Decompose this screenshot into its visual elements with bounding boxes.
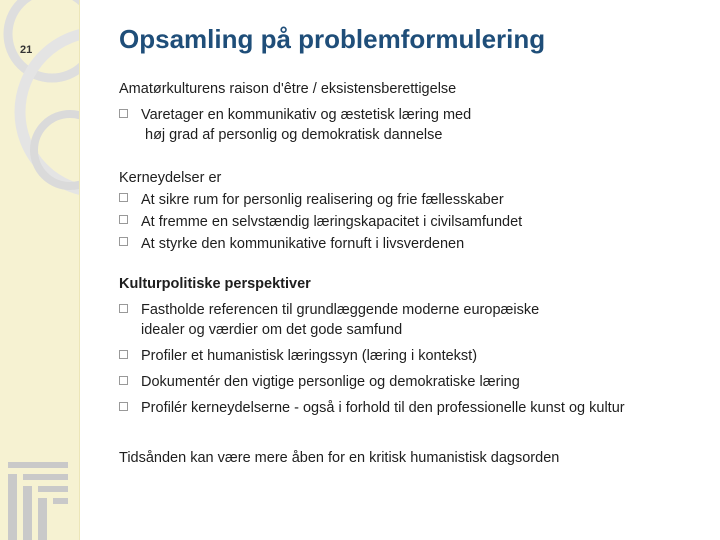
slide-content <box>119 78 709 468</box>
checkbox-bullet-icon <box>119 237 128 246</box>
checkbox-bullet-icon <box>119 109 128 118</box>
sidebar-decoration <box>0 0 80 540</box>
bullet-item <box>119 105 709 145</box>
checkbox-bullet-icon <box>119 350 128 359</box>
bullet-item <box>119 211 709 233</box>
section-kulturpolitiske <box>119 273 709 418</box>
bullet-text: At styrke den kommunikative fornuft i livsverdenen <box>141 236 465 252</box>
section-kerneydelser <box>119 167 709 255</box>
section-raison-detre <box>119 78 709 145</box>
bullet-text: At fremme en selvstændig læringskapacitet i civilsamfundet <box>141 214 523 230</box>
bullet-item <box>119 189 709 211</box>
bullet-text: idealer og værdier om det gode samfund <box>141 322 403 338</box>
bullet-item <box>119 372 709 392</box>
bullet-text: Profilér kerneydelserne - også i forhold til den professionelle kunst og kultur <box>141 400 625 416</box>
section-heading: Amatørkulturens raison d'être / eksistensberettigelse <box>119 81 457 97</box>
bullet-item <box>119 300 709 340</box>
checkbox-bullet-icon <box>119 402 128 411</box>
bullet-text: Varetager en kommunikativ og æstetisk læring med <box>141 107 472 123</box>
bullet-item <box>119 233 709 255</box>
slide-title: Opsamling på problemformulering <box>119 24 546 54</box>
bullet-text: At sikre rum for personlig realisering og frie fællesskaber <box>141 192 504 208</box>
checkbox-bullet-icon <box>119 215 128 224</box>
bullet-item <box>119 346 709 366</box>
checkbox-bullet-icon <box>119 304 128 313</box>
section-heading: Kerneydelser er <box>119 170 222 186</box>
bullet-text: Profiler et humanistisk læringssyn (læring i kontekst) <box>141 348 478 364</box>
section-heading: Kulturpolitiske perspektiver <box>119 276 311 292</box>
bullet-text: høj grad af personlig og demokratisk dannelse <box>145 127 443 143</box>
bullet-text: Fastholde referencen til grundlæggende moderne europæiske <box>141 302 540 318</box>
bullet-text: Dokumentér den vigtige personlige og demokratiske læring <box>141 374 520 390</box>
checkbox-bullet-icon <box>119 376 128 385</box>
bullet-item <box>119 398 709 418</box>
decorative-circles <box>0 0 80 220</box>
checkbox-bullet-icon <box>119 193 128 202</box>
logo-icon <box>8 462 68 540</box>
closing-statement: Tidsånden kan være mere åben for en kritisk humanistisk dagsorden <box>119 450 560 466</box>
slide-number: 21 <box>20 44 33 56</box>
